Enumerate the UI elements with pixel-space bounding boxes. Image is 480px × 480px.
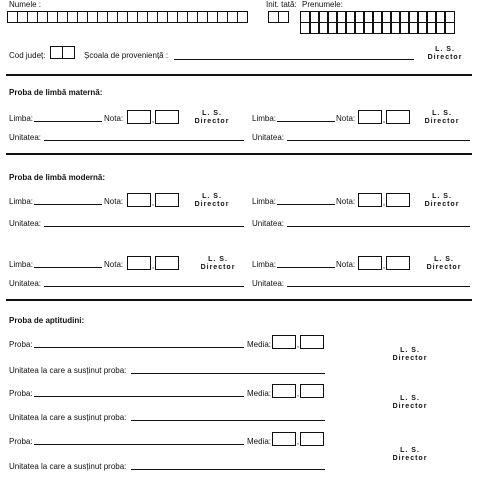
materna-limba-field-1[interactable] [34, 121, 102, 122]
aptitudini-stamp-3: L. S. Director [392, 447, 428, 462]
init-tata-label: Init. tată: [266, 0, 297, 9]
aptitudini-media-label-2: Media: [247, 389, 272, 398]
materna-nota-label-1: Nota: [104, 114, 124, 123]
aptitudini-proba-label-1: Proba: [9, 340, 33, 349]
moderna-stamp-4: L. S. Director [426, 256, 462, 271]
materna-unitatea-field-2[interactable] [287, 140, 470, 141]
prenumele-boxes[interactable] [300, 11, 453, 33]
numele-label: Numele : [9, 0, 42, 9]
materna-unitatea-label-1: Unitatea: [9, 133, 42, 142]
moderna-nota-label-4: Nota: [336, 260, 356, 269]
moderna-nota-label-3: Nota: [104, 260, 124, 269]
aptitudini-unitatea-field-3[interactable] [131, 469, 325, 470]
divider-3 [6, 299, 472, 301]
moderna-limba-field-3[interactable] [34, 267, 102, 268]
moderna-limba-label-3: Limba: [9, 260, 34, 269]
aptitudini-unitatea-label-1: Unitatea la care a susținut proba: [9, 366, 127, 375]
moderna-nota-boxes-2[interactable]: , [358, 193, 410, 207]
moderna-limba-label-4: Limba: [252, 260, 277, 269]
materna-stamp-1: L. S. Director [194, 110, 230, 125]
aptitudini-unitatea-field-1[interactable] [131, 373, 325, 374]
init-tata-boxes[interactable] [268, 11, 288, 23]
moderna-stamp-3: L. S. Director [200, 256, 236, 271]
numele-boxes[interactable] [7, 11, 247, 23]
moderna-limba-field-2[interactable] [277, 204, 335, 205]
aptitudini-stamp-2: L. S. Director [392, 395, 428, 410]
moderna-unitatea-label-2: Unitatea: [252, 219, 285, 228]
aptitudini-media-label-1: Media: [247, 340, 272, 349]
materna-limba-label-1: Limba: [9, 114, 34, 123]
moderna-unitatea-label-1: Unitatea: [9, 219, 42, 228]
aptitudini-media-boxes-3[interactable]: , [272, 432, 324, 446]
materna-limba-label-2: Limba: [252, 114, 277, 123]
aptitudini-proba-label-3: Proba: [9, 437, 33, 446]
moderna-stamp-2: L. S. Director [424, 193, 460, 208]
moderna-limba-field-4[interactable] [277, 267, 335, 268]
aptitudini-unitatea-label-2: Unitatea la care a susținut proba: [9, 413, 127, 422]
moderna-nota-label-1: Nota: [104, 197, 124, 206]
aptitudini-media-boxes-1[interactable]: , [272, 335, 324, 349]
moderna-limba-field-1[interactable] [34, 204, 102, 205]
moderna-limba-label-1: Limba: [9, 197, 34, 206]
aptitudini-title: Proba de aptitudini: [9, 316, 85, 325]
moderna-stamp-1: L. S. Director [194, 193, 230, 208]
divider-2 [6, 153, 472, 155]
moderna-nota-boxes-3[interactable]: , [127, 256, 179, 270]
moderna-unitatea-label-3: Unitatea: [9, 279, 42, 288]
materna-limba-field-2[interactable] [277, 121, 335, 122]
moderna-limba-label-2: Limba: [252, 197, 277, 206]
moderna-unitatea-field-1[interactable] [44, 226, 244, 227]
materna-unitatea-label-2: Unitatea: [252, 133, 285, 142]
scoala-field[interactable] [174, 59, 414, 60]
moderna-unitatea-field-3[interactable] [44, 286, 244, 287]
aptitudini-proba-field-2[interactable] [34, 396, 244, 397]
moderna-unitatea-label-4: Unitatea: [252, 279, 285, 288]
moderna-unitatea-field-4[interactable] [287, 286, 470, 287]
aptitudini-unitatea-field-2[interactable] [131, 420, 325, 421]
aptitudini-media-boxes-2[interactable]: , [272, 384, 324, 398]
materna-nota-label-2: Nota: [336, 114, 356, 123]
aptitudini-proba-label-2: Proba: [9, 389, 33, 398]
materna-unitatea-field-1[interactable] [44, 140, 244, 141]
materna-nota-boxes-2[interactable]: , [358, 110, 410, 124]
prenumele-label: Prenumele: [302, 0, 343, 9]
header-stamp: L. S. Director [427, 46, 463, 61]
aptitudini-proba-field-1[interactable] [34, 347, 244, 348]
moderna-unitatea-field-2[interactable] [287, 226, 470, 227]
materna-title: Proba de limbă maternă: [9, 88, 103, 97]
moderna-nota-boxes-1[interactable]: , [127, 193, 179, 207]
materna-nota-boxes-1[interactable]: , [127, 110, 179, 124]
scoala-label: Școala de proveniență : [84, 51, 169, 60]
moderna-title: Proba de limbă modernă: [9, 173, 106, 182]
materna-stamp-2: L. S. Director [424, 110, 460, 125]
aptitudini-media-label-3: Media: [247, 437, 272, 446]
divider-1 [6, 74, 472, 76]
moderna-nota-boxes-4[interactable]: , [358, 256, 410, 270]
aptitudini-stamp-1: L. S. Director [392, 347, 428, 362]
cod-judet-boxes[interactable] [50, 46, 74, 59]
cod-judet-label: Cod județ: [9, 51, 46, 60]
aptitudini-unitatea-label-3: Unitatea la care a susținut proba: [9, 462, 127, 471]
aptitudini-proba-field-3[interactable] [34, 444, 244, 445]
moderna-nota-label-2: Nota: [336, 197, 356, 206]
